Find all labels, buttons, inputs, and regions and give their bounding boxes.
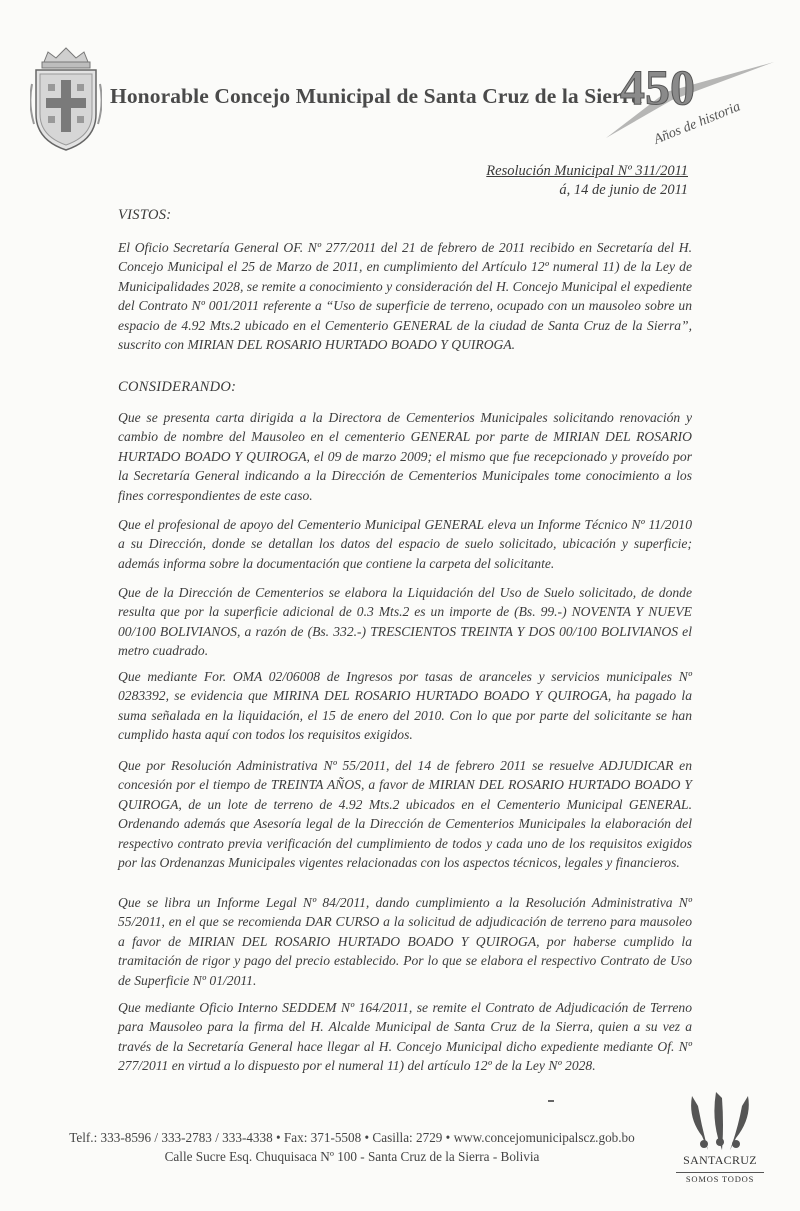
resolution-date: á, 14 de junio de 2011 xyxy=(559,182,688,198)
santa-cruz-logo-name: SANTACRUZ xyxy=(683,1153,757,1167)
anniversary-text: Años de historia xyxy=(651,99,743,148)
considerando-paragraph-1: Que se presenta carta dirigida a la Directora de Cementerios Municipales solicitando renovación y cambio de nombre del Mausoleo en el cementerio GENERAL por parte de MIRIAN DEL ROSARIO HURTADO BOADO Y QUIROGA, el 09 de marzo 2009; el mismo que fue recepcionado y proveído por la Secretaría General indicando a la Dirección de Cementerios Municipales tome conocimiento a los fines correspondientes de este caso. xyxy=(118,410,692,503)
footer-contact xyxy=(42,1128,662,1166)
considerando-paragraph-5: Que por Resolución Administrativa Nº 55/2011, del 14 de febrero 2011 se resuelve ADJUDICAR en concesión por el tiempo de TREINTA AÑOS, a favor de MIRIAN DEL ROSARIO HURTADO BOADO Y QUIROGA, de un lote de terreno de 4.92 Mts.2 ubicados en el Cementerio Municipal GENERAL. Ordenando además que Asesoría legal de la Dirección de Cementerios Municipales la elaboración del respectivo contrato previa verificación del cumplimiento de todos y cada uno de los requisitos exigidos por las Ordenanzas Municipales vigentes relacionadas con los aspectos técnicos, legales y financieros. xyxy=(118,758,692,871)
considerando-paragraph-3: Que de la Dirección de Cementerios se elabora la Liquidación del Uso de Suelo solicitado, de donde resulta que por la superficie adicional de 0.3 Mts.2 es un importe de (Bs. 99.-) NOVENTA Y NUEVE 00/100 BOLIVIANOS, a razón de (Bs. 332.-) TRESCIENTOS TREINTA Y DOS 00/100 BOLIVIANOS el metro cuadrado. xyxy=(118,585,692,659)
considerando-paragraph-7: Que mediante Oficio Interno SEDDEM Nº 164/2011, se remite el Contrato de Adjudicación de Terreno para Mausoleo para la firma del H. Alcalde Municipal de Santa Cruz de la Sierra, quien a su vez a través de la Secretaría General hace llegar al H. Concejo Municipal dicho expediente mediante Of. Nº 277/2011 en virtud a lo dispuesto por el numeral 11) del artículo 12º de la Ley Nº 2028. xyxy=(118,1000,692,1074)
footer-contact-line: Telf.: 333-8596 / 333-2783 / 333-4338 • Fax: 371-5508 • Casilla: 2729 • www.concejomunicipalscz.gob.bo xyxy=(69,1130,635,1145)
santa-cruz-logo-tagline: SOMOS TODOS xyxy=(676,1172,764,1184)
anniversary-450-logo xyxy=(606,40,776,150)
considerando-paragraph-4: Que mediante For. OMA 02/06008 de Ingresos por tasas de aranceles y servicios municipales Nº 0283392, se evidencia que MIRINA DEL ROSARIO HURTADO BOADO Y QUIROGA, ha pagado la suma señalada en la liquidación, el 15 de enero del 2010. Con lo que por parte del solicitante se han cumplido hasta aquí con todos los requisitos exigidos. xyxy=(118,669,692,743)
footer-address-line: Calle Sucre Esq. Chuquisaca Nº 100 - Santa Cruz de la Sierra - Bolivia xyxy=(164,1149,540,1164)
coat-of-arms-icon xyxy=(30,44,102,154)
considerando-heading: CONSIDERANDO: xyxy=(118,379,237,395)
considerando-paragraph-2: Que el profesional de apoyo del Cementerio Municipal GENERAL eleva un Informe Técnico Nº 11/2010 a su Dirección, donde se detallan los datos del espacio de suelo solicitado, ubicación y superficie; además informa sobre la documentación que contiene la carpeta del solicitante. xyxy=(118,517,692,571)
resolution-reference xyxy=(486,162,688,200)
resolution-number: Resolución Municipal Nº 311/2011 xyxy=(486,163,688,179)
institution-title: Honorable Concejo Municipal de Santa Cruz de la Sierra xyxy=(110,84,643,108)
vistos-heading: VISTOS: xyxy=(118,207,172,223)
stray-mark xyxy=(548,1100,554,1102)
anniversary-number: 450 xyxy=(620,59,695,115)
vistos-paragraph: El Oficio Secretaría General OF. Nº 277/2011 del 21 de febrero de 2011 recibido en Secretaría del H. Concejo Municipal el 25 de Marzo de 2011, en cumplimiento del Artículo 12º numeral 11) de la Ley de Municipalidades 2028, se remite a conocimiento y consideración del H. Concejo Municipal el expediente del Contrato Nº 001/2011 referente a “Uso de superficie de terreno, ocupado con un mausoleo sobre un espacio de 4.92 Mts.2 ubicado en el Cementerio GENERAL de la ciudad de Santa Cruz de la Sierra”, suscrito con MIRIAN DEL ROSARIO HURTADO BOADO Y QUIROGA. xyxy=(118,240,692,353)
considerando-paragraph-6: Que se libra un Informe Legal Nº 84/2011, dando cumplimiento a la Resolución Administrativa Nº 55/2011, en el que se recomienda DAR CURSO a la solicitud de adjudicación de terreno para mausoleo a favor de MIRIAN DEL ROSARIO HURTADO BOADO Y QUIROGA, por haberse cumplido la tramitación de rigor y pago del precio establecido. Por lo que se elabora el respectivo Contrato de Uso de Superficie Nº 01/2011. xyxy=(118,895,692,988)
